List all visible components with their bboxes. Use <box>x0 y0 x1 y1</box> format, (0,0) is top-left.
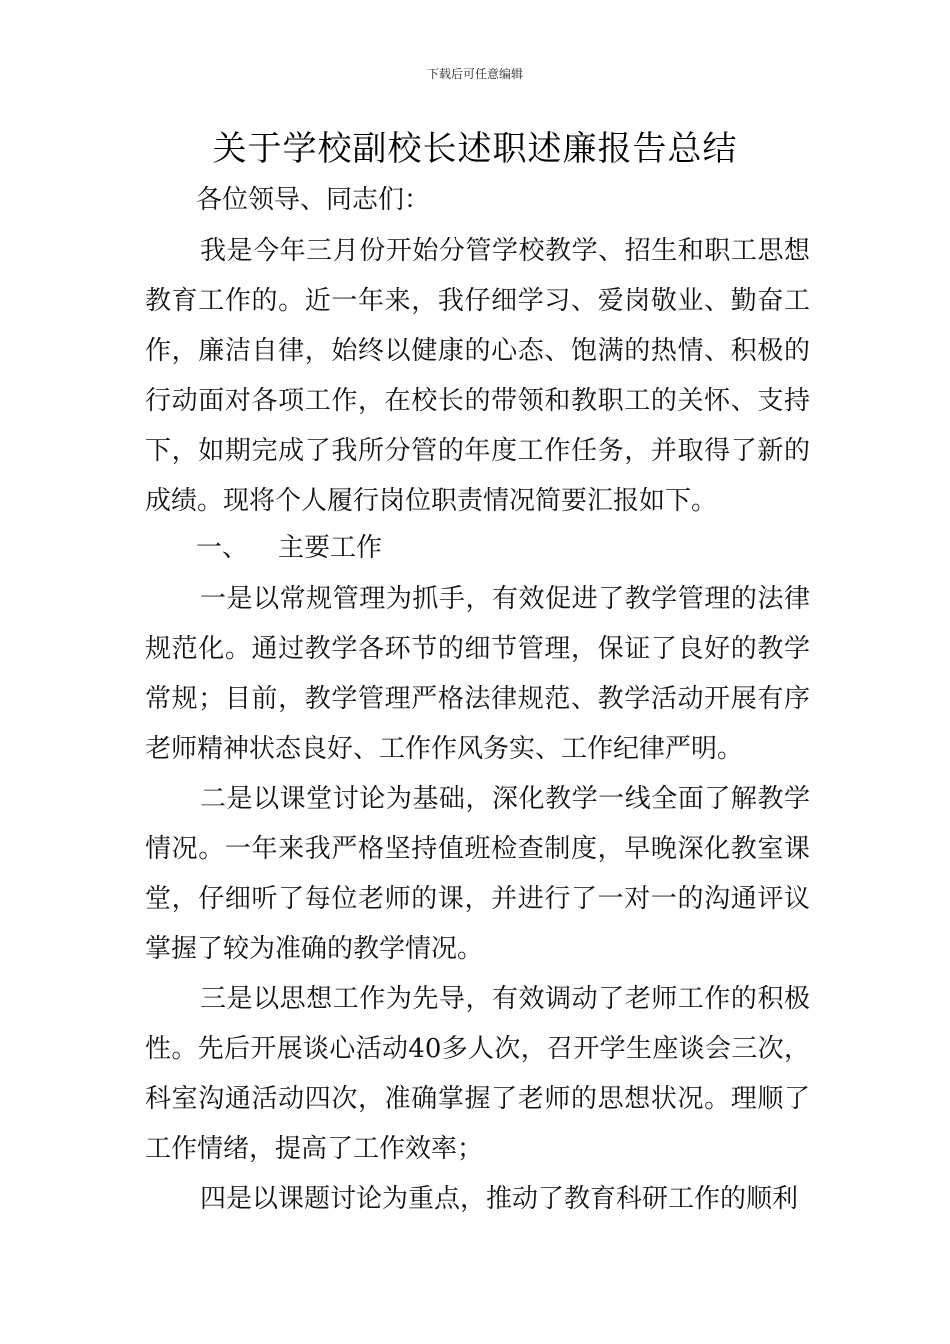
paragraph-item-3: 三是以思想工作为先导，有效调动了老师工作的积极性。先后开展谈心活动40多人次，召开学生座谈会三次，科室沟通活动四次，准确掌握了老师的思想状况。理顺了工作情绪，提高了工作效率； <box>145 984 810 1164</box>
section-heading <box>196 528 382 568</box>
paragraph-item-2: 二是以课堂讨论为基础，深化教学一线全面了解教学情况。一年来我严格坚持值班检查制度，早晚深化教室课堂，仔细听了每位老师的课，并进行了一对一的沟通评议掌握了较为准确的教学情况。 <box>145 784 810 964</box>
section-title: 主要工作 <box>278 533 383 563</box>
header-note: 下载后可任意编辑 <box>426 67 523 81</box>
paragraph-item-1: 一是以常规管理为抓手，有效促进了教学管理的法律规范化。通过教学各环节的细节管理，保证了良好的教学常规；目前，教学管理严格法律规范、教学活动开展有序老师精神状态良好、工作作风务实、工作纪律严明。 <box>145 584 810 764</box>
section-number: 一、 <box>196 533 249 563</box>
salutation: 各位领导、同志们： <box>196 185 431 215</box>
paragraph-intro: 我是今年三月份开始分管学校教学、招生和职工思想教育工作的。近一年来，我仔细学习、爱岗敬业、勤奋工作，廉洁自律，始终以健康的心态、饱满的热情、积极的行动面对各项工作，在校长的带领和教职工的关怀、支持下，如期完成了我所分管的年度工作任务，并取得了新的成绩。现将个人履行岗位职责情况简要汇报如下。 <box>145 236 810 516</box>
paragraph-item-4: 四是以课题讨论为重点，推动了教育科研工作的顺利 <box>200 1184 799 1214</box>
document-title: 关于学校副校长述职述廉报告总结 <box>212 129 738 169</box>
